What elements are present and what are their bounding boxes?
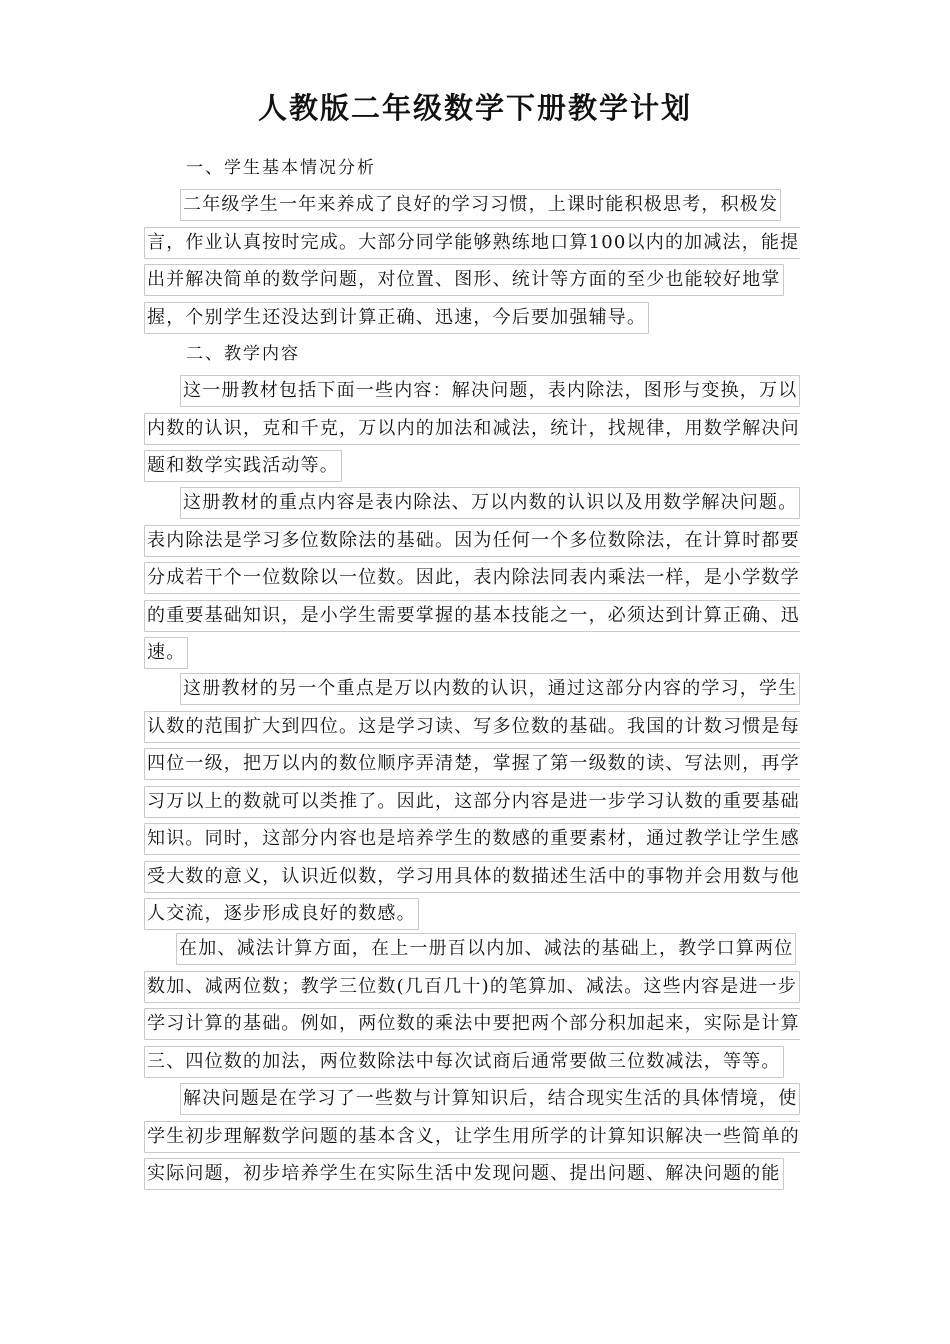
text-line: 实际问题，初步培养学生在实际生活中发现问题、提出问题、解决问题的能 — [144, 1155, 800, 1193]
text-line: 习万以上的数就可以类推了。因此，这部分内容是进一步学习认数的重要基础 — [144, 783, 800, 821]
text-line: 言，作业认真按时完成。大部分同学能够熟练地口算100以内的加减法，能提 — [144, 224, 800, 262]
text-line: 二年级学生一年来养成了良好的学习习惯，上课时能积极思考，积极发 — [144, 186, 800, 224]
text-line: 握，个别学生还没达到计算正确、迅速，今后要加强辅导。 — [144, 299, 800, 337]
paragraph-addition-subtraction — [144, 930, 800, 1080]
text-line: 在加、减法计算方面，在上一册百以内加、减法的基础上，教学口算两位 — [144, 930, 800, 968]
text-line: 表内除法是学习多位数除法的基础。因为任何一个多位数除法，在计算时都要 — [144, 522, 800, 560]
text-line: 这一册教材包括下面一些内容：解决问题，表内除法，图形与变换，万以 — [144, 372, 800, 410]
text-line: 这册教材的重点内容是表内除法、万以内数的认识以及用数学解决问题。 — [144, 484, 800, 522]
text-line: 内数的认识，克和千克，万以内的加法和减法，统计，找规律，用数学解决问 — [144, 410, 800, 448]
text-line: 这册教材的另一个重点是万以内数的认识，通过这部分内容的学习，学生 — [144, 670, 800, 708]
text-line: 三、四位数的加法，两位数除法中每次试商后通常要做三位数减法，等等。 — [144, 1043, 800, 1081]
text-line: 分成若干个一位数除以一位数。因此，表内除法同表内乘法一样，是小学数学 — [144, 559, 800, 597]
text-line: 题和数学实践活动等。 — [144, 447, 800, 485]
document-title: 人教版二年级数学下册教学计划 — [257, 91, 692, 125]
text-line: 受大数的意义，认识近似数，学习用具体的数描述生活中的事物并会用数与他 — [144, 858, 800, 896]
paragraph-student-analysis — [144, 186, 800, 336]
text-line: 学习计算的基础。例如，两位数的乘法中要把两个部分积加起来，实际是计算 — [144, 1005, 800, 1043]
paragraph-content-list — [144, 372, 800, 485]
text-line: 解决问题是在学习了一些数与计算知识后，结合现实生活的具体情境，使 — [144, 1080, 800, 1118]
text-line: 四位一级，把万以内的数位顺序弄清楚，掌握了第一级数的读、写法则，再学 — [144, 745, 800, 783]
paragraph-problem-solving — [144, 1080, 800, 1193]
section-heading-student-analysis: 一、学生基本情况分析 — [186, 158, 376, 178]
paragraph-key-points — [144, 484, 800, 672]
text-line: 认数的范围扩大到四位。这是学习读、写多位数的基础。我国的计数习惯是每 — [144, 708, 800, 746]
text-line: 出并解决简单的数学问题，对位置、图形、统计等方面的至少也能较好地掌 — [144, 261, 800, 299]
text-line: 学生初步理解数学问题的基本含义，让学生用所学的计算知识解决一些简单的 — [144, 1118, 800, 1156]
text-line: 速。 — [144, 634, 800, 672]
section-heading-teaching-content: 二、教学内容 — [186, 344, 300, 364]
text-line: 知识。同时，这部分内容也是培养学生的数感的重要素材，通过教学让学生感 — [144, 820, 800, 858]
paragraph-number-recognition — [144, 670, 800, 933]
text-line: 的重要基础知识，是小学生需要掌握的基本技能之一，必须达到计算正确、迅 — [144, 597, 800, 635]
text-line: 人交流，逐步形成良好的数感。 — [144, 895, 800, 933]
text-line: 数加、减两位数；教学三位数(几百几十)的笔算加、减法。这些内容是进一步 — [144, 968, 800, 1006]
